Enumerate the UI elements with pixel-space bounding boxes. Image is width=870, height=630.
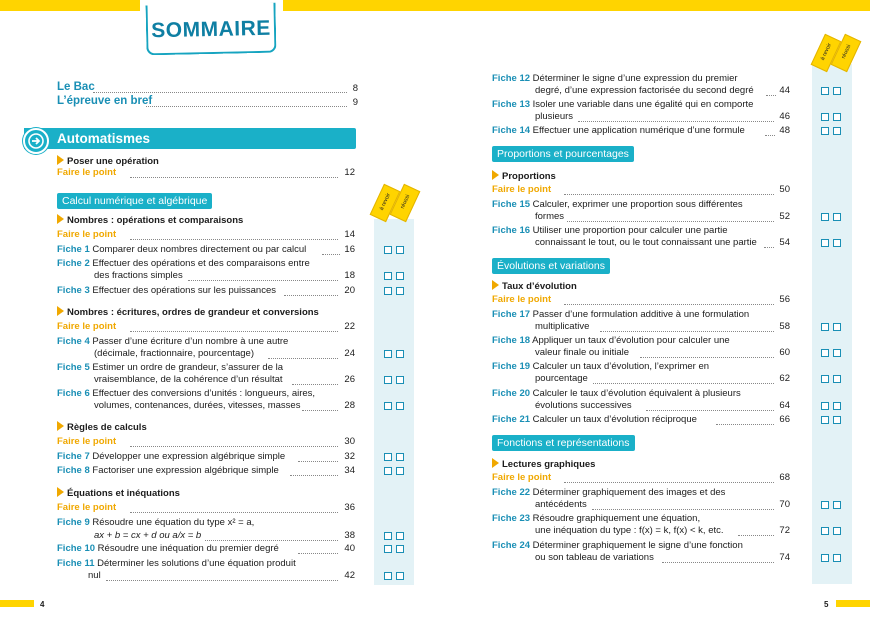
- checkbox-a-revoir[interactable]: [384, 453, 392, 461]
- bottom-yellow-bar-right: [836, 600, 870, 607]
- leader: [302, 410, 338, 411]
- fiche-11-line2: nul: [88, 570, 101, 581]
- leader: [564, 304, 774, 305]
- triangle-icon: [57, 487, 64, 497]
- arrow-circle-icon: [23, 128, 49, 154]
- checkbox-column-left: [374, 219, 414, 585]
- page-ref: 26: [344, 374, 355, 385]
- leader: [298, 461, 338, 462]
- fiche-11[interactable]: Fiche 11 Déterminer les solutions d’une équation produit: [57, 558, 296, 569]
- fiche-18-line2: valeur finale ou initiale: [535, 347, 630, 358]
- triangle-icon: [57, 421, 64, 431]
- page-ref: 22: [344, 321, 355, 332]
- fiche-14[interactable]: Fiche 14 Effectuer une application numérique d’une formule: [492, 125, 745, 136]
- subsection-lectures[interactable]: Lectures graphiques: [492, 458, 595, 471]
- page-ref: 28: [344, 400, 355, 411]
- fiche-19-line2: pourcentage: [535, 373, 588, 384]
- page-ref: 16: [344, 244, 355, 255]
- checkbox-a-revoir[interactable]: [384, 545, 392, 553]
- checkbox-reussi[interactable]: [833, 402, 841, 410]
- faire-le-point[interactable]: Faire le point: [492, 472, 552, 483]
- fiche-5[interactable]: Fiche 5 Estimer un ordre de grandeur, s’assurer de la: [57, 362, 284, 373]
- page-ref: 32: [344, 451, 355, 462]
- subsection-nombres-ops[interactable]: Nombres : opérations et comparaisons: [57, 214, 243, 227]
- leader: [106, 580, 338, 581]
- fiche-1[interactable]: Fiche 1 Comparer deux nombres directement ou par calcul: [57, 244, 307, 255]
- checkbox-reussi[interactable]: [396, 467, 404, 475]
- triangle-icon: [57, 155, 64, 165]
- leader: [567, 221, 774, 222]
- checkbox-reussi[interactable]: [396, 287, 404, 295]
- page-ref: 40: [344, 543, 355, 554]
- fiche-4[interactable]: Fiche 4 Passer d’une écriture d’un nombre à une autre: [57, 336, 289, 347]
- checkbox-reussi[interactable]: [396, 350, 404, 358]
- faire-le-point[interactable]: Faire le point: [57, 229, 117, 240]
- checkbox-reussi[interactable]: [833, 127, 841, 135]
- toc-epreuve[interactable]: L’épreuve en bref: [57, 95, 153, 107]
- checkbox-reussi[interactable]: [833, 239, 841, 247]
- leader: [205, 540, 338, 541]
- leader: [268, 358, 338, 359]
- checkbox-reussi[interactable]: [833, 113, 841, 121]
- page-ref: 18: [344, 270, 355, 281]
- page-ref: 36: [344, 502, 355, 513]
- fiche-23[interactable]: Fiche 23 Résoudre graphiquement une équation,: [492, 513, 701, 524]
- checkbox-column-right: [812, 64, 852, 584]
- faire-le-point[interactable]: Faire le point: [492, 184, 552, 195]
- triangle-icon: [492, 170, 499, 180]
- faire-le-point[interactable]: Faire le point: [57, 436, 117, 447]
- badge-a-revoir: à revoir: [811, 34, 842, 72]
- fiche-15-line2: formes: [535, 211, 565, 222]
- fiche-18[interactable]: Fiche 18 Appliquer un taux d’évolution pour calculer une: [492, 335, 730, 346]
- page-ref: 42: [344, 570, 355, 581]
- bottom-yellow-bar-left: [0, 600, 34, 607]
- triangle-icon: [492, 280, 499, 290]
- section-proportions: Proportions et pourcentages: [492, 146, 634, 162]
- fiche-13-line2: plusieurs: [535, 111, 574, 122]
- checkbox-a-revoir[interactable]: [821, 416, 829, 424]
- leader: [130, 331, 338, 332]
- checkbox-reussi[interactable]: [833, 349, 841, 357]
- checkbox-reussi[interactable]: [396, 376, 404, 384]
- faire-le-point[interactable]: Faire le point: [492, 294, 552, 305]
- leader: [290, 475, 338, 476]
- leader: [130, 512, 338, 513]
- subsection-poser[interactable]: Poser une opération: [57, 155, 159, 168]
- checkbox-a-revoir[interactable]: [384, 272, 392, 280]
- fiche-8[interactable]: Fiche 8 Factoriser une expression algébrique simple: [57, 465, 279, 476]
- checkbox-a-revoir[interactable]: [821, 527, 829, 535]
- leader: [738, 535, 774, 536]
- page-ref: 44: [779, 85, 790, 96]
- checkbox-a-revoir[interactable]: [821, 554, 829, 562]
- page-ref: 46: [779, 111, 790, 122]
- subsection-proportions[interactable]: Proportions: [492, 170, 556, 183]
- fiche-12-line2: degré, d’une expression factorisée du second degré: [535, 85, 754, 96]
- title-tab: [145, 3, 276, 56]
- section-fonctions: Fonctions et représentations: [492, 435, 635, 451]
- page-ref: 14: [344, 229, 355, 240]
- checkbox-a-revoir[interactable]: [384, 287, 392, 295]
- page-number-left: 4: [40, 600, 45, 609]
- page-ref: 20: [344, 285, 355, 296]
- fiche-10[interactable]: Fiche 10 Résoudre une inéquation du premier degré: [57, 543, 279, 554]
- fiche-3[interactable]: Fiche 3 Effectuer des opérations sur les puissances: [57, 285, 276, 296]
- page-ref: 68: [779, 472, 790, 483]
- page-ref: 56: [779, 294, 790, 305]
- checkbox-reussi[interactable]: [833, 527, 841, 535]
- checkbox-a-revoir[interactable]: [384, 350, 392, 358]
- leader: [130, 446, 338, 447]
- checkbox-reussi[interactable]: [833, 375, 841, 383]
- badge-reussi: réussi: [390, 184, 421, 222]
- section-calcul: Calcul numérique et algébrique: [57, 193, 212, 209]
- checkbox-a-revoir[interactable]: [384, 572, 392, 580]
- checkbox-a-revoir[interactable]: [821, 113, 829, 121]
- page-ref: 9: [352, 97, 358, 108]
- badge-reussi: réussi: [831, 34, 862, 72]
- leader: [130, 177, 338, 178]
- fiche-13[interactable]: Fiche 13 Isoler une variable dans une égalité qui en comporte: [492, 99, 754, 110]
- checkbox-a-revoir[interactable]: [384, 467, 392, 475]
- fiche-6-line2: volumes, contenances, durées, vitesses, masses: [94, 400, 301, 411]
- checkbox-a-revoir[interactable]: [384, 532, 392, 540]
- page-ref: 52: [779, 211, 790, 222]
- leader: [284, 295, 338, 296]
- page-ref: 34: [344, 465, 355, 476]
- triangle-icon: [57, 214, 64, 224]
- faire-le-point[interactable]: Faire le point: [57, 167, 117, 178]
- fiche-9-line2: ax + b = cx + d ou a/x = b: [94, 530, 202, 541]
- checkbox-reussi[interactable]: [833, 213, 841, 221]
- page-ref: 60: [779, 347, 790, 358]
- automatismes-title: Automatismes: [57, 131, 151, 146]
- page-ref: 50: [779, 184, 790, 195]
- checkbox-a-revoir[interactable]: [384, 376, 392, 384]
- fiche-5-line2: vraisemblance, de la cohérence d’un résultat: [94, 374, 283, 385]
- leader: [662, 562, 774, 563]
- page-ref: 12: [344, 167, 355, 178]
- page-ref: 70: [779, 499, 790, 510]
- subsection-nombres-ecritures[interactable]: Nombres : écritures, ordres de grandeur et conversions: [57, 306, 319, 319]
- checkbox-a-revoir[interactable]: [821, 239, 829, 247]
- toc-le-bac[interactable]: Le Bac: [57, 81, 95, 93]
- checkbox-reussi[interactable]: [396, 545, 404, 553]
- leader: [564, 194, 774, 195]
- checkbox-reussi[interactable]: [833, 501, 841, 509]
- leader: [292, 384, 338, 385]
- leader: [130, 239, 338, 240]
- checkbox-reussi[interactable]: [833, 416, 841, 424]
- checkbox-a-revoir[interactable]: [821, 127, 829, 135]
- triangle-icon: [57, 306, 64, 316]
- page-ref: 38: [344, 530, 355, 541]
- checkbox-reussi[interactable]: [396, 402, 404, 410]
- page-ref: 48: [779, 125, 790, 136]
- fiche-22[interactable]: Fiche 22 Déterminer graphiquement des images et des: [492, 487, 726, 498]
- leader: [716, 424, 774, 425]
- checkbox-a-revoir[interactable]: [821, 501, 829, 509]
- checkbox-a-revoir[interactable]: [821, 213, 829, 221]
- page-ref: 72: [779, 525, 790, 536]
- badge-a-revoir: à revoir: [370, 184, 401, 222]
- triangle-icon: [492, 458, 499, 468]
- top-yellow-bar-left: [0, 0, 140, 11]
- fiche-23-line2: une inéquation du type : f(x) = k, f(x) < k, etc.: [535, 525, 724, 536]
- subsection-equations[interactable]: Équations et inéquations: [57, 487, 180, 500]
- fiche-9[interactable]: Fiche 9 Résoudre une équation du type x² = a,: [57, 517, 255, 528]
- checkbox-reussi[interactable]: [396, 272, 404, 280]
- leader: [640, 357, 774, 358]
- leader: [578, 121, 774, 122]
- checkbox-reussi[interactable]: [833, 87, 841, 95]
- page-ref: 66: [779, 414, 790, 425]
- checkbox-a-revoir[interactable]: [821, 87, 829, 95]
- checkbox-reussi[interactable]: [833, 554, 841, 562]
- page-ref: 24: [344, 348, 355, 359]
- fiche-16[interactable]: Fiche 16 Utiliser une proportion pour calculer une partie: [492, 225, 728, 236]
- page-title: SOMMAIRE: [151, 16, 271, 43]
- page-ref: 8: [352, 83, 358, 94]
- fiche-2[interactable]: Fiche 2 Effectuer des opérations et des comparaisons entre: [57, 258, 310, 269]
- leader: [600, 331, 774, 332]
- checkbox-a-revoir[interactable]: [821, 402, 829, 410]
- page-number-right: 5: [824, 600, 829, 609]
- checkbox-a-revoir[interactable]: [821, 375, 829, 383]
- fiche-7[interactable]: Fiche 7 Développer une expression algébrique simple: [57, 451, 286, 462]
- page-ref: 62: [779, 373, 790, 384]
- top-yellow-bar-right: [283, 0, 870, 11]
- leader: [592, 509, 774, 510]
- leader: [593, 383, 774, 384]
- fiche-16-line2: connaissant le tout, ou le tout connaissant une partie: [535, 237, 757, 248]
- faire-le-point[interactable]: Faire le point: [57, 321, 117, 332]
- subsection-taux[interactable]: Taux d’évolution: [492, 280, 577, 293]
- checkbox-a-revoir[interactable]: [384, 402, 392, 410]
- leader: [188, 280, 338, 281]
- checkbox-a-revoir[interactable]: [821, 349, 829, 357]
- page-ref: 58: [779, 321, 790, 332]
- page-ref: 30: [344, 436, 355, 447]
- leader: [298, 553, 338, 554]
- fiche-17[interactable]: Fiche 17 Passer d’une formulation additive à une formulation: [492, 309, 750, 320]
- subsection-regles[interactable]: Règles de calculs: [57, 421, 147, 434]
- checkbox-reussi[interactable]: [396, 532, 404, 540]
- fiche-21[interactable]: Fiche 21 Calculer un taux d’évolution réciproque: [492, 414, 697, 425]
- page-ref: 54: [779, 237, 790, 248]
- fiche-20[interactable]: Fiche 20 Calculer le taux d’évolution équivalent à plusieurs: [492, 388, 741, 399]
- leader: [646, 410, 774, 411]
- faire-le-point[interactable]: Faire le point: [57, 502, 117, 513]
- fiche-19[interactable]: Fiche 19 Calculer un taux d’évolution, l’exprimer en: [492, 361, 710, 372]
- fiche-20-line2: évolutions successives: [535, 400, 632, 411]
- fiche-12[interactable]: Fiche 12 Déterminer le signe d’une expression du premier: [492, 73, 738, 84]
- fiche-22-line2: antécédents: [535, 499, 587, 510]
- leader: [146, 106, 347, 107]
- page-ref: 64: [779, 400, 790, 411]
- checkbox-reussi[interactable]: [833, 323, 841, 331]
- checkbox-reussi[interactable]: [396, 246, 404, 254]
- section-evolutions: Évolutions et variations: [492, 258, 610, 274]
- fiche-2-line2: des fractions simples: [94, 270, 183, 281]
- fiche-17-line2: multiplicative: [535, 321, 590, 332]
- leader: [93, 92, 347, 93]
- checkbox-reussi[interactable]: [396, 572, 404, 580]
- checkbox-a-revoir[interactable]: [821, 323, 829, 331]
- fiche-15[interactable]: Fiche 15 Calculer, exprimer une proportion sous différentes: [492, 199, 743, 210]
- fiche-4-line2: (décimale, fractionnaire, pourcentage): [94, 348, 255, 359]
- fiche-24[interactable]: Fiche 24 Déterminer graphiquement le signe d’une fonction: [492, 540, 743, 551]
- checkbox-reussi[interactable]: [396, 453, 404, 461]
- page-ref: 74: [779, 552, 790, 563]
- fiche-6[interactable]: Fiche 6 Effectuer des conversions d’unités : longueurs, aires,: [57, 388, 316, 399]
- leader: [564, 482, 774, 483]
- fiche-24-line2: ou son tableau de variations: [535, 552, 654, 563]
- checkbox-a-revoir[interactable]: [384, 246, 392, 254]
